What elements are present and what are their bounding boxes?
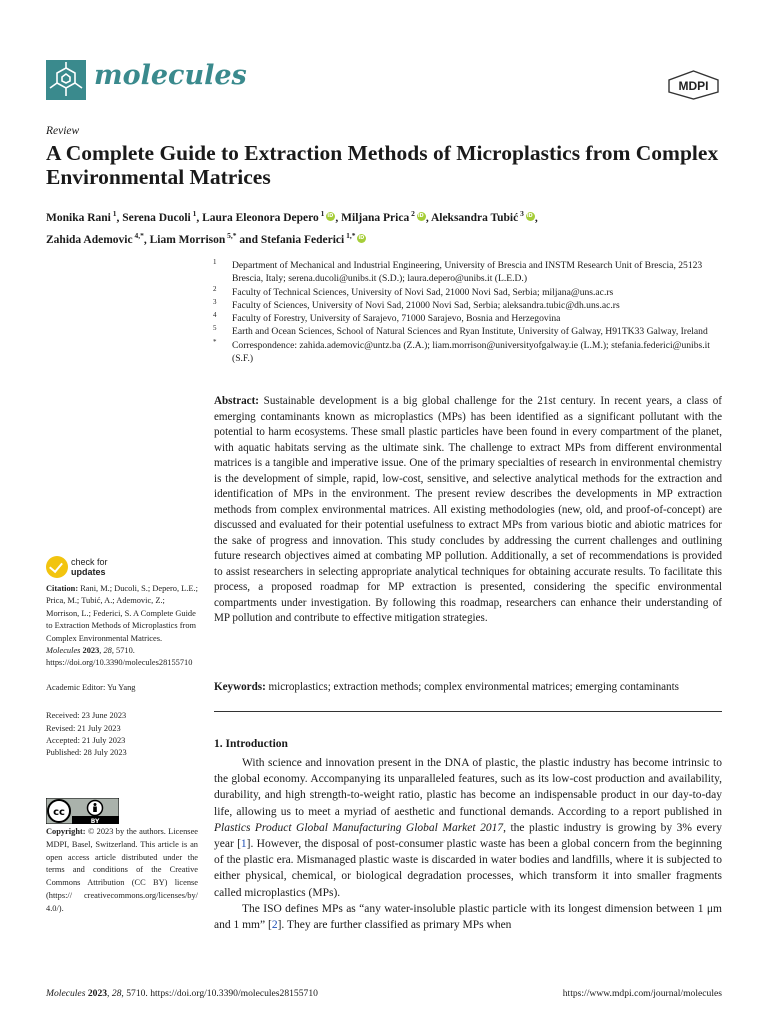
author-affiliation-number: 3: [518, 209, 524, 218]
author-affiliation-number: 1: [190, 209, 197, 218]
author: [341, 209, 426, 224]
check-for-updates-button[interactable]: [46, 556, 116, 580]
journal-name: molecules: [94, 60, 247, 91]
text-run: With science and innovation present in the DNA of plastic, the plastic industry has become intrinsic to the global economy. Accompanying its unparalleled features, such as its low-cost production and availability, durability, and high strength-to-weight ratio, plastic has become an indispensable product in our day-to-day life, allowing us to meet a myriad of aesthetic and functional demands. According to a report published in: [214, 757, 722, 818]
check-updates-line1: check for: [71, 557, 108, 567]
copyright-label: Copyright:: [46, 827, 86, 836]
article-type: Review: [46, 125, 80, 137]
text-run: , the plastic industry is growing by 3% every year [: [214, 821, 722, 851]
text-run: The ISO defines MPs as “any water-insoluble plastic particle with its longest dimension between 1 μm and 1 mm” [: [214, 902, 722, 932]
author: [202, 209, 335, 224]
affiliation-item: [213, 259, 723, 286]
author-name: Miljana Prica: [341, 211, 410, 224]
separator: ,: [534, 211, 538, 224]
footer-journal: Molecules: [46, 988, 86, 999]
article-title: A Complete Guide to Extraction Methods of Microplastics from Complex Environmental Matrices: [46, 141, 719, 189]
paragraph: [214, 755, 722, 901]
author: [122, 209, 197, 224]
separator: ,: [425, 211, 431, 224]
molecules-logo-icon: [46, 60, 86, 100]
author-name: Laura Eleonora Depero: [202, 211, 319, 224]
text-run: ]. However, the disposal of post-consumer plastic waste has been a global concern from the beginning of the plastic era. Mismanaged plastic waste is discarded in water bodies and landfills, where it is subjected to either physical, chemical, or biological degradation processes, which transform it into smaller fragments called microplastics (MPs).: [214, 838, 722, 899]
author: [260, 230, 367, 246]
dates: [46, 710, 198, 760]
text-run: ]. They are further classified as primary MPs when: [277, 919, 512, 932]
affiliation-text: Faculty of Forestry, University of Sarajevo, 71000 Sarajevo, Bosnia and Herzegovina: [232, 313, 561, 325]
italic-title: Plastics Product Global Manufacturing Global Market 2017: [214, 821, 504, 834]
separator: ,: [335, 211, 342, 224]
intro-body: [214, 755, 722, 933]
date-accepted: Accepted: 21 July 2023: [46, 736, 126, 746]
separator: ,: [143, 233, 150, 246]
academic-editor: Academic Editor: Yu Yang: [46, 682, 136, 692]
sidebar: [46, 583, 198, 760]
affiliation-item: [213, 325, 723, 338]
copyright-text: © 2023 by the authors. Licensee MDPI, Basel, Switzerland. This article is an open access article distributed under the terms and conditions of the Creative Commons Attribution (CC BY) license (https:// creativecommons.org/licenses/by/ 4.0/).: [46, 827, 198, 913]
author-affiliation-number: 1: [318, 209, 325, 218]
affiliation-text: Department of Mechanical and Industrial Engineering, University of Brescia and INSTM Research Unit of Brescia, 25123 Brescia, Italy; serena.ducoli@unibs.it (S.D.); laura.depero@unibs.it (L.E.D.): [232, 260, 703, 285]
cc-by-license-icon[interactable]: [46, 798, 119, 824]
date-published: Published: 28 July 2023: [46, 748, 127, 758]
orcid-icon[interactable]: [417, 212, 426, 221]
author-affiliation-number: 5,*: [225, 230, 237, 240]
author-name: Serena Ducoli: [122, 211, 191, 224]
mdpi-logo-icon: [667, 70, 720, 100]
separator: ,: [116, 211, 123, 224]
author-list: [46, 205, 736, 249]
citation-text: Rani, M.; Ducoli, S.; Depero, L.E.; Prica, M.; Tubić, A.; Ademovic, Z.; Morrison, L.; Federici, S. A Complete Guide to Extraction Methods of Microplastics from Complex Environmental Matrices.: [46, 584, 198, 643]
affiliation-item: [213, 286, 723, 299]
affiliation-text: Faculty of Sciences, University of Novi Sad, 21000 Novi Sad, Serbia; aleksandra.tubic@dh.uns.ac.rs: [232, 299, 620, 311]
reference-link[interactable]: 2: [271, 919, 278, 932]
citation: Citation: Rani, M.; Ducoli, S.; Depero, L.E.; Prica, M.; Tubić, A.; Ademovic, Z.; Morrison, L.; Federici, S. A Complete Guide to Extraction Methods of Microplastics from Complex Environmental Matrices. Molecules 2023, 28, 5710. https://doi.org/10.3390/molecules28155710: [46, 584, 198, 668]
affiliation-text: Correspondence: zahida.ademovic@untz.ba (Z.A.); liam.morrison@universityofgalway.ie (L.M.); stefania.federici@unibs.it (S.F.): [232, 339, 710, 365]
keywords-text: microplastics; extraction methods; complex environmental matrices; emerging contaminants: [268, 681, 680, 693]
affiliation-number: 1: [213, 258, 217, 266]
section-heading: 1. Introduction: [214, 738, 288, 750]
citation-doi[interactable]: , 5710. https://doi.org/10.3390/molecules28155710: [46, 646, 193, 668]
date-revised: Revised: 21 July 2023: [46, 723, 121, 733]
author: [46, 209, 117, 224]
author: [149, 230, 237, 246]
author-name: Monika Rani: [46, 211, 111, 224]
citation-label: Citation:: [46, 584, 79, 593]
affiliation-item: [213, 312, 723, 325]
footer-volume: 28: [111, 988, 122, 999]
paragraph: [214, 901, 722, 933]
check-icon: [46, 556, 68, 578]
author-affiliation-number: 1: [110, 209, 117, 218]
orcid-icon[interactable]: [357, 234, 366, 243]
author: [430, 209, 535, 224]
keywords: [214, 680, 722, 695]
check-updates-line2: updates: [71, 567, 106, 577]
affiliation-item: [213, 299, 723, 312]
affiliations: [213, 259, 723, 365]
keywords-label: Keywords:: [214, 681, 266, 693]
footer-citation: Molecules 2023, 28, 5710. https://doi.org/10.3390/molecules28155710: [46, 988, 318, 999]
affiliation-text: Earth and Ocean Sciences, School of Natural Sciences and Ryan Institute, University of Galway, H91TK33 Galway, Ireland: [232, 326, 708, 338]
author-affiliation-number: 2: [409, 209, 415, 218]
affiliation-text: Faculty of Technical Sciences, University of Novi Sad, 21000 Novi Sad, Serbia; miljana@uns.ac.rs: [232, 286, 614, 298]
footer-year: 2023: [87, 988, 108, 999]
check-updates-label: [71, 557, 108, 577]
author-name: Aleksandra Tubić: [430, 211, 519, 224]
separator: ,: [196, 211, 203, 224]
date-received: Received: 23 June 2023: [46, 711, 127, 721]
separator: and: [236, 233, 261, 246]
author-affiliation-number: 1,*: [344, 230, 356, 240]
affiliation-number: 2: [213, 284, 217, 293]
abstract-text: Sustainable development is a big global challenge for the 21st century. In recent years, a class of emerging contaminants known as microplastics (MPs) has been identified as a significant pollutant with the potential to harm ecosystems. These small plastic particles have been found in every compartment of the planet, with aquatic habitats serving as the ultimate sink. The challenge to extract MPs from different environmental matrices is a tangible and imperative issue. One of the primary specialties of research in environmental chemistry is the development of simple, rapid, low-cost, sensitive, and selective analytical methods for the extraction and identification of MPs in the environment. The present review describes the developments in MP extraction methods from complex environmental matrices. All existing methodologies (new, old, and proof-of-concept) are discussed and evaluated for their potential usefulness to extract MPs from various biotic and abiotic matrices for the sake of progress and innovation. This study concludes by addressing the current challenges and outlining future research objectives aimed at combating MP pollution. Additionally, a set of recommendations is provided to assist researchers in selecting appropriate analytical techniques for obtaining accurate results. To facilitate this process, a proposed roadmap for MP extraction is presented, considering the specific environmental compartments under investigation. By following this roadmap, researchers can enhance their understanding of MP pollution and contribute to effective mitigation strategies.: [214, 395, 722, 624]
section-divider: [214, 711, 722, 712]
affiliation-number: 4: [213, 311, 217, 320]
svg-text:BY: BY: [90, 818, 100, 824]
affiliation-number: 5: [213, 324, 217, 333]
abstract: [214, 394, 722, 627]
abstract-label: Abstract:: [214, 395, 259, 407]
affiliation-item: [213, 339, 723, 366]
svg-text:cc: cc: [53, 807, 65, 818]
author: [46, 230, 144, 246]
svg-text:MDPI: MDPI: [678, 79, 709, 93]
footer-journal-url[interactable]: https://www.mdpi.com/journal/molecules: [562, 988, 722, 999]
copyright-notice: [46, 826, 198, 916]
citation-journal: Molecules: [46, 646, 81, 656]
author-name: Liam Morrison: [149, 233, 226, 246]
affiliation-number: *: [213, 337, 217, 346]
citation-volume: 28: [103, 646, 112, 656]
author-affiliation-number: 4,*: [132, 230, 144, 240]
author-name: Stefania Federici: [260, 233, 345, 246]
footer-doi[interactable]: , 5710. https://doi.org/10.3390/molecules28155710: [121, 988, 318, 999]
orcid-icon[interactable]: [526, 212, 535, 221]
affiliation-number: 3: [213, 297, 217, 306]
citation-year: 2023: [82, 646, 100, 656]
reference-link[interactable]: 1: [240, 838, 247, 851]
author-name: Zahida Ademovic: [46, 233, 133, 246]
